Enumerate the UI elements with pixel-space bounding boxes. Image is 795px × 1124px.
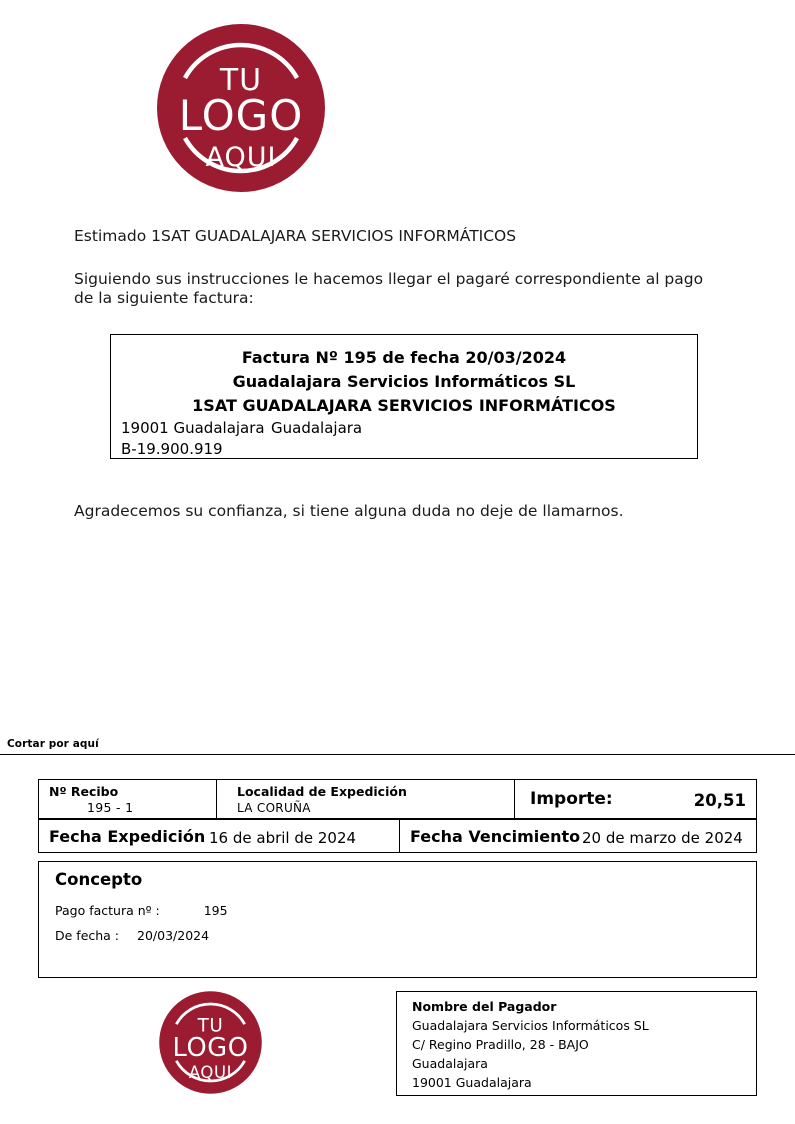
concept-invoice-label: Pago factura nº : xyxy=(55,903,160,918)
invoice-postal-city: 19001 Guadalajara xyxy=(121,419,265,437)
invoice-trade-name: 1SAT GUADALAJARA SERVICIOS INFORMÁTICOS xyxy=(192,396,616,415)
company-logo-bottom xyxy=(158,990,263,1095)
concept-date-value: 20/03/2024 xyxy=(137,928,210,943)
receipt-dates-row xyxy=(38,819,757,853)
logo-text-line1: TU xyxy=(197,1015,224,1037)
cut-here-label: Cortar por aquí xyxy=(7,738,99,750)
logo-graphic xyxy=(158,990,263,1095)
logo-text-line2: LOGO xyxy=(178,91,304,140)
invoice-address-line xyxy=(111,418,697,439)
amount-label: Importe: xyxy=(530,789,613,809)
payer-street: C/ Regino Pradillo, 28 - BAJO xyxy=(412,1037,589,1052)
issue-place-label: Localidad de Expedición xyxy=(237,784,407,799)
logo-graphic xyxy=(155,22,327,194)
issue-place-cell xyxy=(216,780,514,818)
concept-box xyxy=(38,861,757,978)
due-date-value: 20 de marzo de 2024 xyxy=(582,829,743,847)
logo-text-line3: AQUI xyxy=(205,142,277,173)
logo-text-line2: LOGO xyxy=(172,1032,249,1063)
receipt-header-row xyxy=(38,779,757,819)
concept-date-label: De fecha : xyxy=(55,928,120,943)
receipt-number-value: 195 - 1 xyxy=(87,800,134,815)
concept-invoice-line xyxy=(55,903,228,918)
amount-value: 20,51 xyxy=(693,791,746,810)
invoice-company-name: Guadalajara Servicios Informáticos SL xyxy=(232,372,576,391)
concept-invoice-value: 195 xyxy=(203,903,228,918)
logo-text-line3: AQUI xyxy=(188,1062,233,1082)
concept-title: Concepto xyxy=(55,870,143,889)
payer-name: Guadalajara Servicios Informáticos SL xyxy=(412,1018,649,1033)
cut-here-divider xyxy=(0,754,795,755)
invoice-title: Factura Nº 195 de fecha 20/03/2024 xyxy=(241,348,567,367)
closing-line: Agradecemos su confianza, si tiene alguna duda no deje de llamarnos. xyxy=(74,502,624,520)
amount-cell xyxy=(514,780,758,818)
intro-paragraph-line-1: Siguiendo sus instrucciones le hacemos llegar el pagaré correspondiente al pago xyxy=(74,270,704,288)
payer-box xyxy=(396,991,757,1096)
payer-title: Nombre del Pagador xyxy=(412,999,557,1014)
payer-postal-city: 19001 Guadalajara xyxy=(412,1075,532,1090)
greeting-line: Estimado 1SAT GUADALAJARA SERVICIOS INFORMÁTICOS xyxy=(74,227,517,245)
receipt-number-cell xyxy=(39,780,216,818)
receipt-number-label: Nº Recibo xyxy=(49,784,119,799)
invoice-tax-id: B-19.900.919 xyxy=(121,440,223,458)
due-date-label: Fecha Vencimiento xyxy=(410,827,581,846)
issue-date-label: Fecha Expedición xyxy=(49,827,206,846)
issue-place-value: LA CORUÑA xyxy=(237,801,311,815)
issue-date-cell xyxy=(39,820,399,852)
issue-date-value: 16 de abril de 2024 xyxy=(209,829,357,847)
due-date-cell xyxy=(399,820,758,852)
payer-city: Guadalajara xyxy=(412,1056,488,1071)
intro-paragraph-line-2: de la siguiente factura: xyxy=(74,289,254,307)
logo-text-line1: TU xyxy=(219,63,263,98)
company-logo-top xyxy=(155,22,327,194)
concept-date-line xyxy=(55,928,209,943)
invoice-province: Guadalajara xyxy=(271,419,363,437)
invoice-summary-box xyxy=(110,334,698,459)
